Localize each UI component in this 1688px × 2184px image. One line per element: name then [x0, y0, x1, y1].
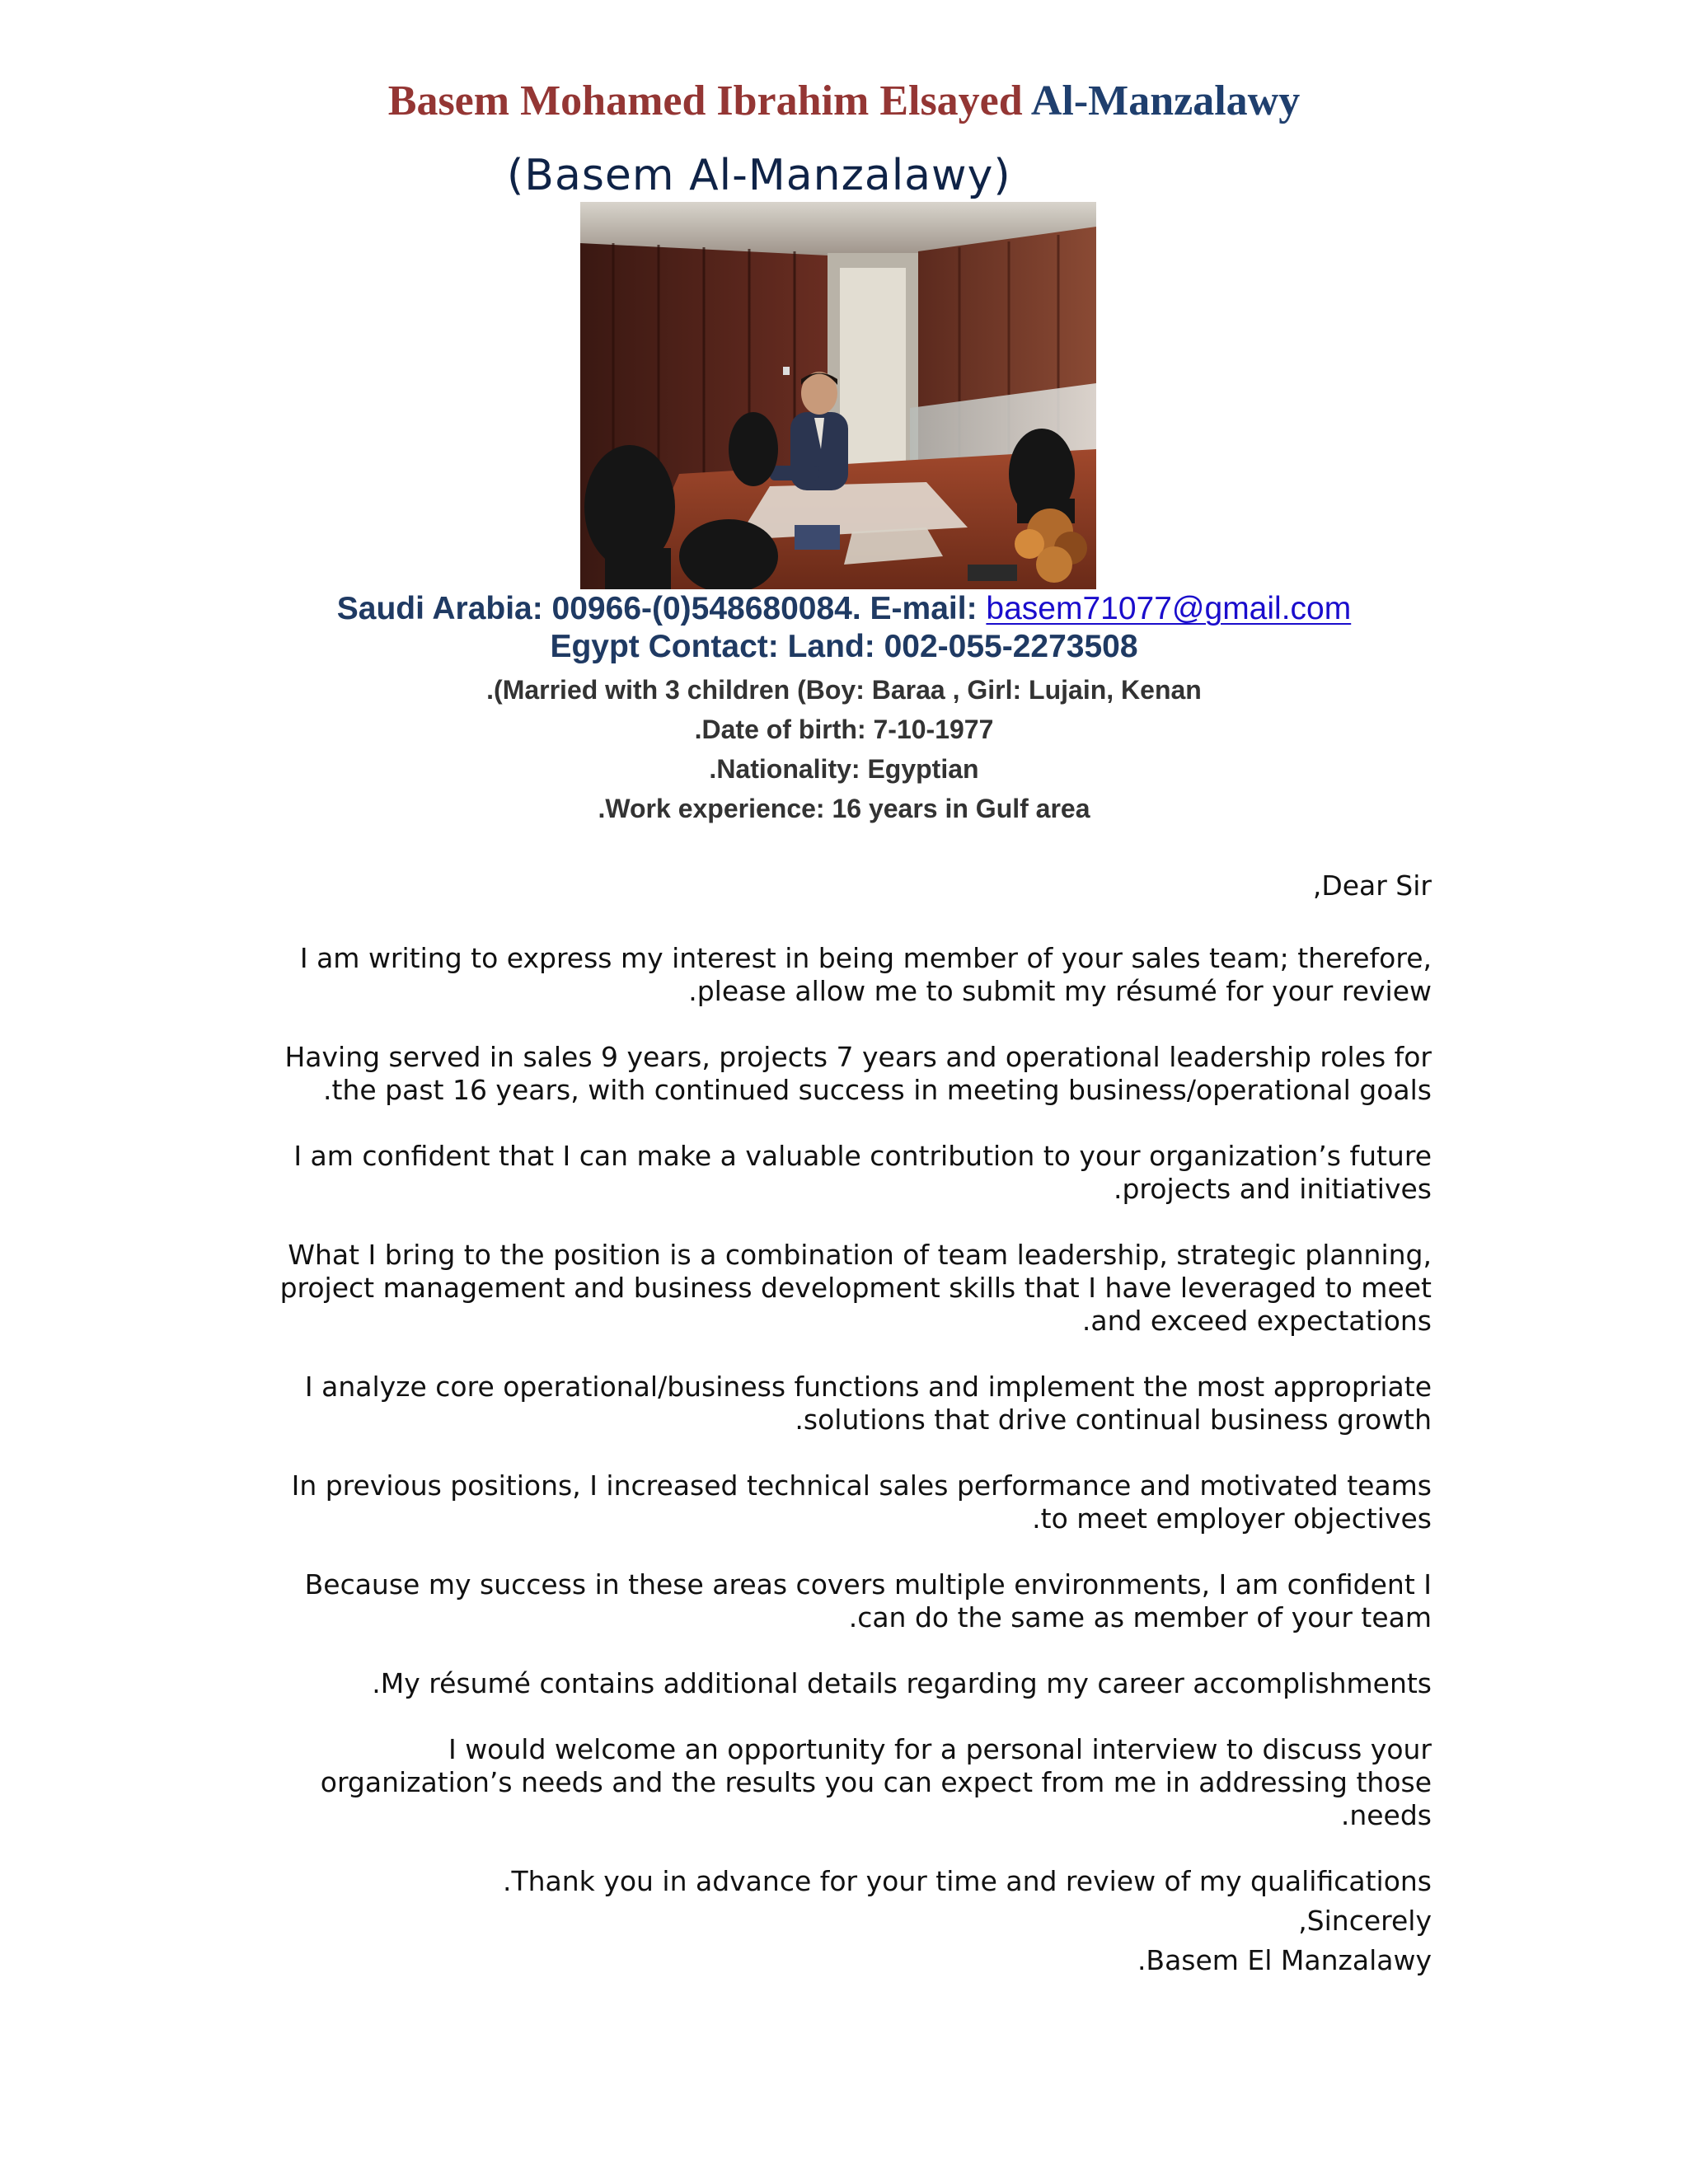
full-name-title [0, 73, 1688, 130]
name-main: Basem Mohamed Ibrahim Elsayed [387, 77, 1031, 124]
letter-paragraph-7: Because my success in these areas covers multiple environments, I am confident I .can do the same as member of your team [304, 1568, 1432, 1633]
letter-paragraph-8: .My résumé contains additional details regarding my career accomplishments [372, 1667, 1432, 1699]
nickname: (Basem Al-Manzalawy) [507, 151, 1011, 200]
marital-status: .(Married with 3 children (Boy: Baraa , Girl: Lujain, Kenan [486, 675, 1202, 705]
saudi-contact: Saudi Arabia: 00966-(0)548680084. E-mail: [336, 591, 987, 626]
letter-thanks: .Thank you in advance for your time and review of my qualifications [502, 1865, 1432, 1897]
egypt-contact: Egypt Contact: Land: 002-055-2273508 [550, 629, 1138, 664]
letter-paragraph-1: I am writing to express my interest in being member of your sales team; therefore, .please allow me to submit my résumé for your review [299, 942, 1432, 1007]
letter-paragraph-6: In previous positions, I increased technical sales performance and motivated teams .to meet employer objectives [291, 1469, 1432, 1535]
saudi-contact-line [0, 590, 1688, 628]
date-of-birth: .Date of birth: 7-10-1977 [694, 715, 994, 744]
letter-greeting: ,Dear Sir [1312, 869, 1432, 902]
letter-paragraph-4: What I bring to the position is a combination of team leadership, strategic planning, project management and business development skills that I have leveraged to meet .and exceed expectations [279, 1239, 1432, 1337]
email-link[interactable]: basem71077@gmail.com [986, 591, 1352, 626]
cover-letter [264, 869, 1432, 1984]
letter-paragraph-9: I would welcome an opportunity for a personal interview to discuss your organization’s needs and the results you can expect from me in addressing those .needs [320, 1733, 1432, 1831]
letter-paragraph-2: Having served in sales 9 years, projects 7 years and operational leadership roles for .the past 16 years, with continued success in meeting business/operational goals [284, 1041, 1432, 1106]
letter-closing: ,Sincerely [1298, 1905, 1432, 1937]
work-experience: .Work experience: 16 years in Gulf area [598, 794, 1090, 823]
letter-paragraph-5: I analyze core operational/business functions and implement the most appropriate .solutions that drive continual business growth [304, 1371, 1432, 1436]
profile-photo [580, 202, 1096, 589]
letter-signature: .Basem El Manzalawy [1137, 1944, 1432, 1976]
name-surname: Al-Manzalawy [1030, 77, 1301, 124]
letter-paragraph-3: I am confident that I can make a valuable contribution to your organization’s future .projects and initiatives [293, 1140, 1432, 1205]
nationality: .Nationality: Egyptian [709, 754, 979, 784]
